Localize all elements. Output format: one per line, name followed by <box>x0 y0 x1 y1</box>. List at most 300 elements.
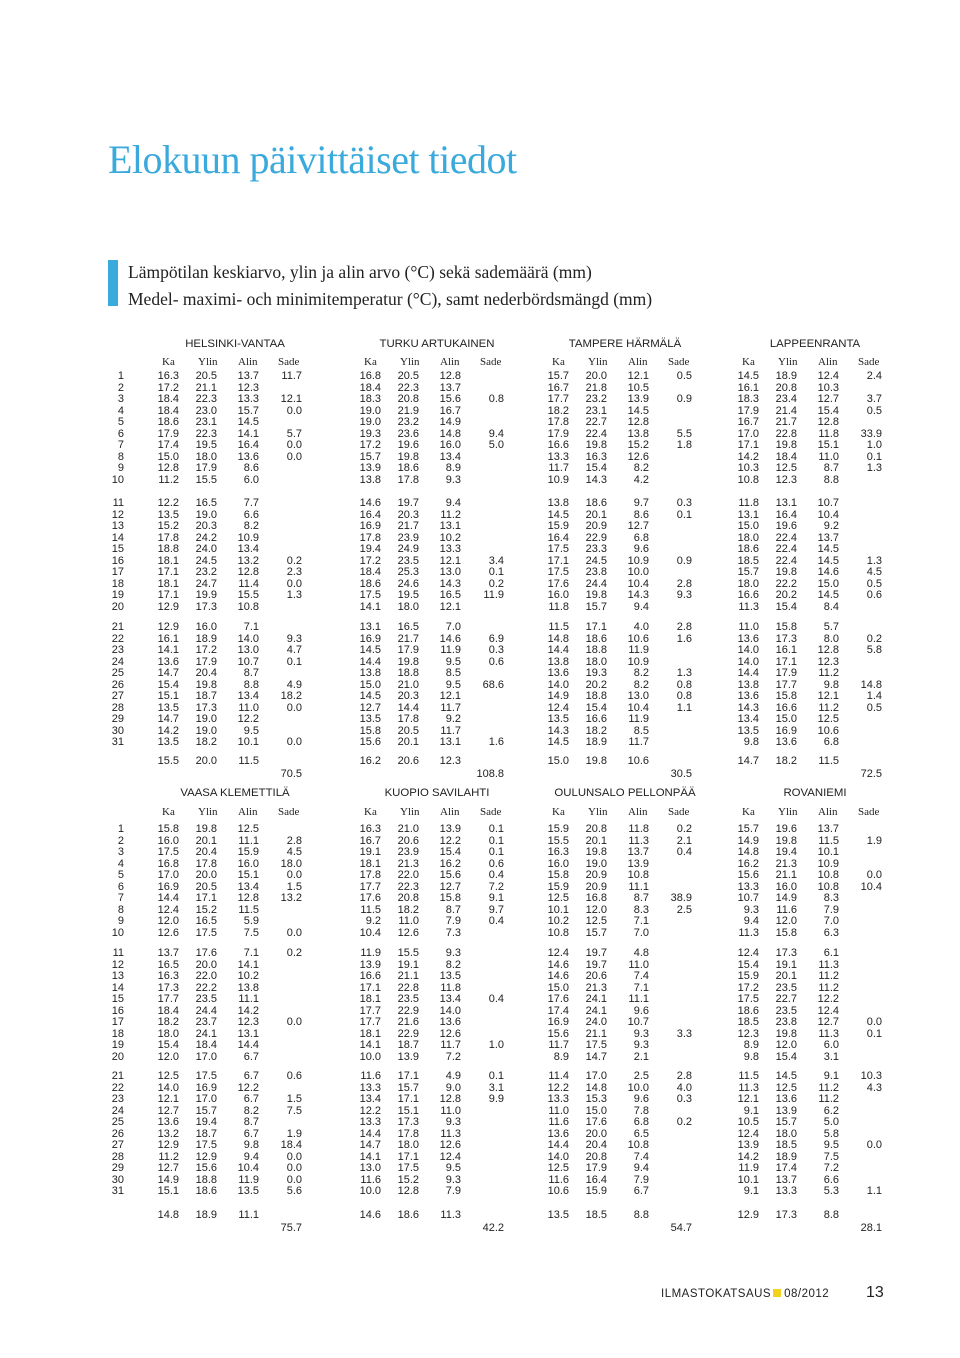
cell-value: 18.7 <box>195 690 217 702</box>
cell-value: 0.0 <box>866 869 882 881</box>
column-header: Sade <box>858 356 880 368</box>
cell-value: 16.7 <box>439 404 461 417</box>
cell-value: 13.3 <box>237 393 259 405</box>
cell-value: 0.6 <box>488 655 504 668</box>
cell-value: 11.4 <box>548 1070 569 1082</box>
cell-value: 12.8 <box>817 644 839 656</box>
cell-value: 14.1 <box>157 644 179 656</box>
cell-value: 12.7 <box>359 701 381 714</box>
cell-value: 2.5 <box>633 1070 649 1082</box>
cell-value: 5.0 <box>488 439 504 451</box>
summary-value: 11.1 <box>238 1209 259 1221</box>
day-number: 7 <box>117 892 124 904</box>
cell-value: 23.0 <box>195 404 217 417</box>
cell-value: 11.8 <box>628 823 649 835</box>
cell-value: 14.3 <box>627 589 649 601</box>
cell-value: 21.3 <box>397 857 419 870</box>
cell-value: 14.6 <box>547 958 569 971</box>
cell-value: 0.0 <box>286 577 302 590</box>
summary-value: 18.2 <box>775 755 797 767</box>
cell-value: 10.1 <box>817 846 839 858</box>
cell-value: 17.7 <box>359 880 381 893</box>
cell-value: 13.7 <box>817 823 839 835</box>
cell-value: 17.3 <box>157 981 179 994</box>
cell-value: 0.6 <box>286 1070 302 1082</box>
cell-value: 11.9 <box>360 947 381 959</box>
cell-value: 16.1 <box>737 381 759 394</box>
cell-value: 14.5 <box>737 370 759 382</box>
cell-value: 13.1 <box>737 508 759 521</box>
cell-value: 13.3 <box>547 450 569 463</box>
cell-value: 18.2 <box>157 1016 179 1028</box>
cell-value: 19.8 <box>775 1027 797 1040</box>
cell-value: 1.3 <box>866 554 882 567</box>
cell-value: 12.8 <box>237 566 259 578</box>
cell-value: 10.0 <box>359 1185 381 1197</box>
cell-value: 14.4 <box>737 667 759 679</box>
cell-value: 21.0 <box>397 823 419 835</box>
cell-value: 18.8 <box>585 644 607 656</box>
cell-value: 14.1 <box>237 427 259 440</box>
cell-value: 16.0 <box>195 621 217 633</box>
cell-value: 17.0 <box>195 1050 217 1063</box>
cell-value: 1.8 <box>676 439 692 451</box>
cell-value: 12.2 <box>547 1081 569 1094</box>
cell-value: 9.1 <box>743 1104 759 1117</box>
cell-value: 4.0 <box>633 621 649 633</box>
cell-value: 11.6 <box>360 1173 381 1186</box>
cell-value: 16.8 <box>585 892 607 904</box>
cell-value: 15.7 <box>737 823 759 835</box>
cell-value: 12.1 <box>157 1093 179 1105</box>
cell-value: 9.3 <box>445 1116 461 1128</box>
cell-value: 19.6 <box>775 520 797 532</box>
cell-value: 20.4 <box>585 1139 607 1151</box>
cell-value: 7.7 <box>243 497 259 509</box>
cell-value: 21.7 <box>397 520 419 532</box>
cell-value: 12.4 <box>439 1150 461 1163</box>
column-header: Alin <box>818 806 838 818</box>
cell-value: 18.4 <box>195 1039 217 1051</box>
day-number: 9 <box>117 915 124 927</box>
cell-value: 21.1 <box>195 381 217 394</box>
cell-value: 2.1 <box>676 834 692 847</box>
cell-value: 6.7 <box>243 1070 259 1082</box>
cell-value: 21.7 <box>775 416 797 428</box>
cell-value: 11.3 <box>440 1127 461 1140</box>
cell-value: 15.0 <box>547 981 569 994</box>
cell-value: 11.0 <box>398 915 419 927</box>
cell-value: 17.9 <box>195 655 217 668</box>
cell-value: 6.7 <box>243 1127 259 1140</box>
cell-value: 10.5 <box>737 1116 759 1128</box>
cell-value: 17.8 <box>157 531 179 544</box>
cell-value: 0.8 <box>676 690 692 702</box>
column-header: Ka <box>742 356 755 368</box>
day-number: 20 <box>111 1050 124 1063</box>
cell-value: 8.2 <box>445 958 461 971</box>
cell-value: 17.6 <box>585 1116 607 1128</box>
cell-value: 13.1 <box>439 520 461 532</box>
cell-value: 11.2 <box>158 1150 179 1163</box>
cell-value: 12.5 <box>775 462 797 474</box>
cell-value: 19.4 <box>359 543 381 555</box>
cell-value: 19.8 <box>397 450 419 463</box>
cell-value: 8.8 <box>823 473 839 486</box>
cell-value: 15.1 <box>157 1185 179 1197</box>
cell-value: 14.6 <box>359 497 381 509</box>
cell-value: 17.0 <box>585 1070 607 1082</box>
cell-value: 17.9 <box>547 427 569 440</box>
cell-value: 21.1 <box>775 869 797 881</box>
cell-value: 22.8 <box>775 427 797 440</box>
cell-value: 12.8 <box>237 892 259 904</box>
cell-value: 19.0 <box>359 416 381 428</box>
cell-value: 16.4 <box>359 508 381 521</box>
cell-value: 4.5 <box>286 846 302 858</box>
cell-value: 13.9 <box>397 1050 419 1063</box>
cell-value: 11.6 <box>548 1173 569 1186</box>
cell-value: 17.9 <box>775 667 797 679</box>
cell-value: 5.8 <box>823 1127 839 1140</box>
cell-value: 7.0 <box>823 915 839 927</box>
cell-value: 22.0 <box>195 970 217 982</box>
cell-value: 14.0 <box>737 644 759 656</box>
cell-value: 20.0 <box>195 869 217 881</box>
cell-value: 8.4 <box>823 600 839 613</box>
cell-value: 18.4 <box>157 1004 179 1017</box>
day-number: 2 <box>117 834 124 847</box>
cell-value: 0.0 <box>286 1162 302 1174</box>
column-header: Ylin <box>588 356 608 368</box>
publication-name: ILMASTOKATSAUS <box>661 1288 772 1300</box>
cell-value: 6.8 <box>633 531 649 544</box>
cell-value: 10.8 <box>627 869 649 881</box>
cell-value: 12.7 <box>439 880 461 893</box>
cell-value: 15.6 <box>195 1162 217 1174</box>
cell-value: 19.3 <box>585 667 607 679</box>
cell-value: 9.1 <box>823 1070 839 1082</box>
cell-value: 13.7 <box>817 531 839 544</box>
cell-value: 22.7 <box>585 416 607 428</box>
cell-value: 18.4 <box>359 566 381 578</box>
summary-value: 14.8 <box>157 1209 179 1221</box>
cell-value: 12.2 <box>157 497 179 509</box>
cell-value: 12.6 <box>397 926 419 939</box>
cell-value: 14.1 <box>359 600 381 613</box>
cell-value: 13.9 <box>737 1139 759 1151</box>
cell-value: 20.8 <box>397 892 419 904</box>
cell-value: 22.4 <box>775 543 797 555</box>
cell-value: 5.3 <box>823 1185 839 1197</box>
cell-value: 17.4 <box>157 439 179 451</box>
cell-value: 18.9 <box>195 632 217 645</box>
cell-value: 0.3 <box>676 497 692 509</box>
cell-value: 11.5 <box>238 903 259 916</box>
cell-value: 6.7 <box>243 1093 259 1105</box>
cell-value: 13.8 <box>547 497 569 509</box>
cell-value: 17.2 <box>359 554 381 567</box>
cell-value: 1.9 <box>286 1127 302 1140</box>
cell-value: 11.7 <box>628 736 649 748</box>
cell-value: 17.9 <box>397 644 419 656</box>
cell-value: 12.0 <box>157 1050 179 1063</box>
cell-value: 18.9 <box>775 370 797 382</box>
summary-value: 20.6 <box>397 755 419 767</box>
cell-value: 12.8 <box>397 1185 419 1197</box>
cell-value: 23.9 <box>397 846 419 858</box>
cell-value: 16.6 <box>775 701 797 714</box>
cell-value: 14.2 <box>157 724 179 737</box>
subtitle-swedish: Medel- maximi- och minimitemperatur (°C), samt nederbördsmängd (mm) <box>128 289 653 309</box>
cell-value: 11.9 <box>628 644 649 656</box>
day-number: 21 <box>111 621 124 633</box>
cell-value: 15.0 <box>817 577 839 590</box>
cell-value: 18.9 <box>775 1150 797 1163</box>
cell-value: 18.7 <box>397 1039 419 1051</box>
cell-value: 10.9 <box>627 554 649 567</box>
cell-value: 20.1 <box>585 834 607 847</box>
cell-value: 22.3 <box>195 393 217 405</box>
cell-value: 23.9 <box>397 531 419 544</box>
day-number: 14 <box>111 531 124 544</box>
cell-value: 18.0 <box>737 531 759 544</box>
cell-value: 12.9 <box>195 1150 217 1163</box>
cell-value: 15.7 <box>359 450 381 463</box>
footer <box>661 1288 829 1300</box>
cell-value: 15.9 <box>585 1185 607 1197</box>
cell-value: 13.4 <box>237 690 259 702</box>
cell-value: 15.7 <box>585 926 607 939</box>
column-header: Alin <box>628 806 648 818</box>
day-number: 18 <box>111 1027 124 1040</box>
cell-value: 17.3 <box>775 947 797 959</box>
column-header: Alin <box>238 356 258 368</box>
column-header: Sade <box>480 806 502 818</box>
cell-value: 0.5 <box>676 370 692 382</box>
cell-value: 11.4 <box>238 577 259 590</box>
cell-value: 15.1 <box>817 439 839 451</box>
cell-value: 13.3 <box>737 880 759 893</box>
cell-value: 6.8 <box>633 1116 649 1128</box>
cell-value: 11.7 <box>548 1039 569 1051</box>
cell-value: 13.7 <box>439 381 461 394</box>
cell-value: 15.9 <box>737 970 759 982</box>
cell-value: 13.8 <box>627 427 649 440</box>
cell-value: 11.5 <box>360 903 381 916</box>
cell-value: 13.9 <box>775 1104 797 1117</box>
cell-value: 17.5 <box>737 993 759 1005</box>
station-name: OULUNSALO PELLONPÄÄ <box>554 787 696 799</box>
cell-value: 1.5 <box>286 880 302 893</box>
cell-value: 14.1 <box>359 1150 381 1163</box>
cell-value: 22.8 <box>397 981 419 994</box>
cell-value: 18.2 <box>547 404 569 417</box>
cell-value: 10.3 <box>860 1070 882 1082</box>
cell-value: 15.7 <box>397 1081 419 1094</box>
cell-value: 16.0 <box>439 439 461 451</box>
cell-value: 6.9 <box>488 632 504 645</box>
cell-value: 17.3 <box>397 1116 419 1128</box>
cell-value: 19.0 <box>195 713 217 725</box>
cell-value: 15.8 <box>775 690 797 702</box>
cell-value: 2.8 <box>676 577 692 590</box>
cell-value: 17.9 <box>737 404 759 417</box>
day-number: 28 <box>111 1150 124 1163</box>
cell-value: 11.6 <box>776 903 797 916</box>
cell-value: 11.2 <box>818 667 839 679</box>
cell-value: 8.0 <box>823 632 839 645</box>
cell-value: 9.3 <box>445 1173 461 1186</box>
cell-value: 15.0 <box>585 1104 607 1117</box>
cell-value: 9.4 <box>445 497 461 509</box>
cell-value: 22.9 <box>585 531 607 544</box>
cell-value: 0.2 <box>676 823 692 835</box>
cell-value: 14.2 <box>737 450 759 463</box>
cell-value: 15.8 <box>547 869 569 881</box>
cell-value: 12.3 <box>775 473 797 486</box>
cell-value: 13.5 <box>157 736 179 748</box>
cell-value: 17.1 <box>397 1093 419 1105</box>
cell-value: 10.8 <box>547 926 569 939</box>
cell-value: 17.0 <box>737 427 759 440</box>
cell-value: 3.7 <box>866 393 882 405</box>
cell-value: 17.6 <box>547 993 569 1005</box>
cell-value: 11.0 <box>818 450 839 463</box>
day-number: 27 <box>111 690 124 702</box>
cell-value: 16.5 <box>397 621 419 633</box>
cell-value: 15.5 <box>195 473 217 486</box>
cell-value: 9.4 <box>743 915 759 927</box>
cell-value: 11.1 <box>628 993 649 1005</box>
cell-value: 10.8 <box>817 869 839 881</box>
cell-value: 23.1 <box>585 404 607 417</box>
day-number: 14 <box>111 981 124 994</box>
cell-value: 6.2 <box>823 1104 839 1117</box>
cell-value: 12.1 <box>627 370 649 382</box>
cell-value: 9.3 <box>445 473 461 486</box>
cell-value: 12.5 <box>585 915 607 927</box>
cell-value: 14.4 <box>547 644 569 656</box>
cell-value: 18.0 <box>585 655 607 668</box>
cell-value: 20.1 <box>195 834 217 847</box>
cell-value: 15.7 <box>547 370 569 382</box>
cell-value: 18.2 <box>585 724 607 737</box>
column-header: Ka <box>552 806 565 818</box>
cell-value: 14.3 <box>585 473 607 486</box>
cell-value: 10.4 <box>627 701 649 714</box>
cell-value: 8.2 <box>633 667 649 679</box>
cell-value: 19.8 <box>397 655 419 668</box>
day-number: 13 <box>111 970 124 982</box>
cell-value: 9.1 <box>743 1185 759 1197</box>
summary-value: 17.3 <box>775 1209 797 1221</box>
cell-value: 17.5 <box>195 926 217 939</box>
cell-value: 15.4 <box>817 404 839 417</box>
cell-value: 11.6 <box>548 1116 569 1128</box>
column-header: Ylin <box>588 806 608 818</box>
cell-value: 9.3 <box>743 903 759 916</box>
cell-value: 18.1 <box>359 993 381 1005</box>
total-value: 72.5 <box>860 768 882 780</box>
cell-value: 10.8 <box>237 600 259 613</box>
cell-value: 1.5 <box>286 1093 302 1105</box>
cell-value: 15.9 <box>547 823 569 835</box>
cell-value: 15.0 <box>775 713 797 725</box>
cell-value: 12.4 <box>737 947 759 959</box>
cell-value: 15.9 <box>237 846 259 858</box>
cell-value: 10.0 <box>627 566 649 578</box>
cell-value: 14.0 <box>737 655 759 668</box>
cell-value: 14.1 <box>359 1039 381 1051</box>
cell-value: 14.8 <box>547 632 569 645</box>
cell-value: 10.5 <box>627 381 649 394</box>
cell-value: 11.2 <box>440 508 461 521</box>
cell-value: 11.7 <box>281 370 302 382</box>
cell-value: 12.6 <box>627 450 649 463</box>
cell-value: 11.3 <box>818 1027 839 1040</box>
cell-value: 19.9 <box>195 589 217 601</box>
cell-value: 9.5 <box>823 1139 839 1151</box>
cell-value: 2.1 <box>633 1050 649 1063</box>
cell-value: 15.9 <box>547 880 569 893</box>
cell-value: 15.6 <box>359 736 381 748</box>
cell-value: 23.5 <box>397 993 419 1005</box>
cell-value: 17.6 <box>359 892 381 904</box>
cell-value: 14.8 <box>860 678 882 691</box>
cell-value: 16.2 <box>439 857 461 870</box>
cell-value: 17.3 <box>775 632 797 645</box>
cell-value: 9.5 <box>243 724 259 737</box>
cell-value: 13.0 <box>627 690 649 702</box>
cell-value: 19.6 <box>775 823 797 835</box>
cell-value: 13.4 <box>439 450 461 463</box>
cell-value: 7.2 <box>823 1162 839 1174</box>
cell-value: 10.7 <box>627 1016 649 1028</box>
cell-value: 12.7 <box>157 1104 179 1117</box>
cell-value: 13.0 <box>237 644 259 656</box>
cell-value: 12.6 <box>439 1139 461 1151</box>
cell-value: 18.0 <box>775 1127 797 1140</box>
cell-value: 17.1 <box>157 589 179 601</box>
cell-value: 16.6 <box>737 589 759 601</box>
day-number: 25 <box>111 667 124 679</box>
column-header: Ylin <box>400 356 420 368</box>
cell-value: 17.6 <box>195 947 217 959</box>
cell-value: 13.8 <box>737 678 759 691</box>
cell-value: 15.7 <box>237 404 259 417</box>
cell-value: 24.7 <box>195 577 217 590</box>
cell-value: 11.9 <box>628 713 649 725</box>
cell-value: 14.0 <box>547 1150 569 1163</box>
cell-value: 18.5 <box>737 554 759 567</box>
cell-value: 19.7 <box>585 958 607 971</box>
cell-value: 3.1 <box>823 1050 839 1063</box>
cell-value: 12.0 <box>775 1039 797 1051</box>
cell-value: 12.7 <box>817 393 839 405</box>
cell-value: 12.1 <box>280 393 302 405</box>
cell-value: 9.2 <box>445 713 461 725</box>
cell-value: 16.0 <box>547 589 569 601</box>
cell-value: 21.1 <box>397 970 419 982</box>
cell-value: 12.4 <box>157 903 179 916</box>
cell-value: 14.5 <box>817 554 839 567</box>
cell-value: 12.2 <box>439 834 461 847</box>
summary-value: 11.3 <box>440 1209 461 1221</box>
cell-value: 15.5 <box>397 947 419 959</box>
cell-value: 15.4 <box>157 678 179 691</box>
cell-value: 17.5 <box>359 589 381 601</box>
